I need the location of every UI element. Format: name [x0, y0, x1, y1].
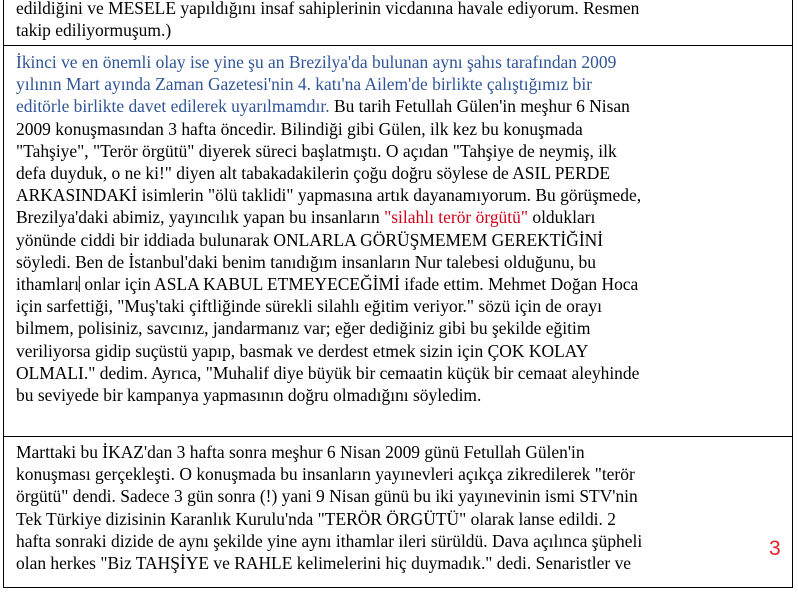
text-line: edildiğini ve MESELE yapıldığını insaf sahiplerinin vicdanına havale ediyorum. Resmen: [16, 0, 640, 18]
text-line: Marttaki bu İKAZ'dan 3 hafta sonra meşhur 6 Nisan 2009 günü Fetullah Gülen'in: [16, 442, 585, 462]
text-run: onlar için ASLA KABUL ETMEYECEĞİMİ ifade ettim. Mehmet Doğan Hoca: [80, 274, 639, 295]
document-frame: [3, 0, 793, 588]
text-line: söyledi. Ben de İstanbul'daki benim tanıdığım insanların Nur talebesi olduğunu, bu: [16, 251, 597, 272]
text-line: 2009 konuşmasından 3 hafta öncedir. Bilindiği gibi Gülen, ilk kez bu konuşmada: [16, 118, 583, 139]
paragraph-1: [16, 0, 786, 41]
paragraph-2: [16, 51, 786, 406]
text-run: Brezilya'daki abimiz, yayıncılık yapan bu insanların: [16, 207, 385, 228]
text-line: veriliyorsa gidip suçüstü yapıp, basmak ve derdest etmek sizin için ÇOK KOLAY: [16, 340, 589, 361]
text-line: [16, 206, 784, 228]
highlighted-line: İkinci ve en önemli olay ise yine şu an Brezilya'da bulunan aynı şahıs tarafından 2009: [16, 52, 617, 72]
text-line: Tek Türkiye dizisinin Karanlık Kurulu'nda "TERÖR ÖRGÜTÜ" olarak lanse edildi. 2: [16, 508, 616, 529]
paragraph-3: [16, 441, 786, 574]
text-line: olan herkes "Biz TAHŞİYE ve RAHLE kelimelerini hiç duymadık." dedi. Senaristler ve: [16, 553, 632, 574]
text-line: takip ediliyormuşum.): [16, 20, 172, 41]
text-line: için sarfettiği, "Muş'taki çiftliğinde sürekli silahlı eğitim veriyor." sözü için de orayı: [16, 296, 603, 317]
text-run: oldukları: [527, 207, 596, 228]
text-line: [16, 273, 784, 295]
text-line: örgütü" dendi. Sadece 3 gün sonra (!) yani 9 Nisan günü bu iki yayınevinin ismi STV'nin: [16, 486, 638, 507]
text-line: hafta sonraki dizide de aynı şekilde yine aynı ithamlar ileri sürüldü. Dava açılınca şüpheli: [16, 530, 643, 551]
text-line: defa duyduk, o ne ki!" diyen alt tabakadakilerin çoğu doğru söylese de ASIL PERDE: [16, 163, 610, 184]
text-line: [16, 95, 784, 117]
text-line: bu seviyede bir kampanya yapmasının doğru olmadığını söyledim.: [16, 385, 482, 406]
paragraph-separator: [4, 45, 792, 46]
highlighted-text: editörle birlikte davet edilerek uyarılmamdır.: [16, 96, 330, 117]
text-line: OLMALI." dedim. Ayrıca, "Muhalif diye büyük bir cemaatin küçük bir cemaat aleyhinde: [16, 362, 640, 383]
paragraph-separator: [4, 436, 792, 437]
text-line: bilmem, polisiniz, savcınız, jandarmanız var; eğer dediğiniz gibi bu şekilde eğitim: [16, 318, 591, 339]
highlighted-line: yılının Mart ayında Zaman Gazetesi'nin 4. katı'na Ailem'de birlikte çalıştığımız bir: [16, 74, 593, 95]
text-line: yönünde ciddi bir iddiada bulunarak ONLARLA GÖRÜŞMEMEM GEREKTİĞİNİ: [16, 229, 604, 250]
text-line: konuşması gerçekleşti. O konuşmada bu insanların yayınevleri açıkça zikredilerek "terör: [16, 464, 635, 485]
text-run: ithamları: [16, 274, 80, 295]
red-quote: "silahlı terör örgütü": [384, 207, 528, 228]
text-run: Bu tarih Fetullah Gülen'in meşhur 6 Nisan: [329, 96, 630, 117]
page-number: 3: [769, 537, 781, 560]
text-line: ARKASINDAKİ isimlerin "ölü taklidi" yapmasına artık dayanamıyorum. Bu görüşmede,: [16, 185, 642, 206]
text-line: "Tahşiye", "Terör örgütü" diyerek süreci başlatmıştı. O açıdan "Tahşiye de neymiş, ilk: [16, 140, 617, 161]
